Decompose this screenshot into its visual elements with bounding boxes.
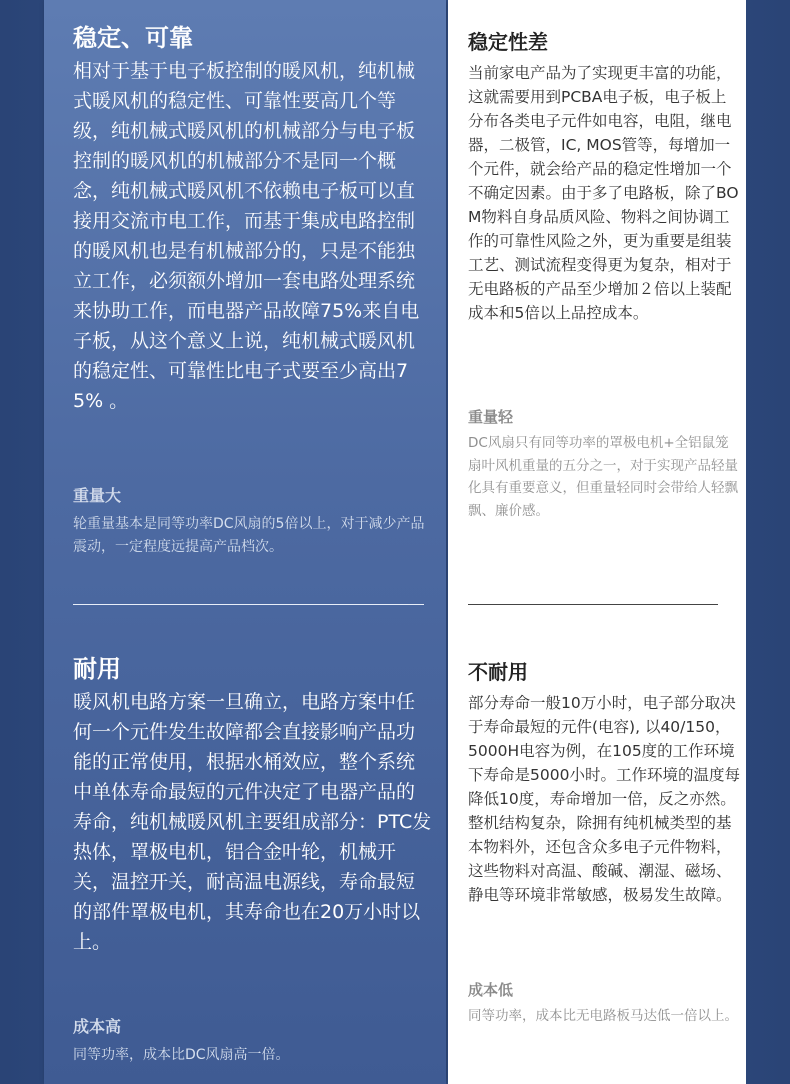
heavy-section [73, 485, 433, 559]
cost-high-body: 同等功率，成本比DC风扇高一倍。 [73, 1047, 290, 1063]
not-durable-title: 不耐用 [468, 660, 528, 684]
light-body: DC风扇只有同等功率的罩极电机+全铝鼠笼扇叶风机重量的五分之一，对于实现产品轻量化具有重要意义，但重量轻同时会带给人轻飘飘、廉价感。 [468, 435, 738, 519]
durable-title: 耐用 [73, 655, 121, 683]
heavy-title: 重量大 [73, 486, 122, 505]
cost-low-body: 同等功率，成本比无电路板马达低一倍以上。 [468, 1008, 738, 1024]
durable-section [73, 655, 433, 957]
light-section [468, 406, 740, 522]
not-durable-body: 部分寿命一般10万小时，电子部分取决于寿命最短的元件(电容), 以40/150，5000H电容为例，在105度的工作环境下寿命是5000小时。工作环境的温度每降低10度，寿命增加一倍，反之亦然。整机结构复杂，除拥有纯机械类型的基本物料外，还包含众多电子元件物料，这些物料对高温、酸碱、潮湿、磁场、静电等环境非常敏感，极易发生故障。 [468, 694, 740, 904]
unstable-section [468, 29, 740, 325]
stable-section [73, 24, 433, 416]
stable-body: 相对于基于电子板控制的暖风机，纯机械式暖风机的稳定性、可靠性要高几个等级，纯机械式暖风机的机械部分与电子板控制的暖风机的机械部分不是同一个概念，纯机械式暖风机不依赖电子板可以直接用交流市电工作，而基于集成电路控制的暖风机也是有机械部分的，只是不能独立工作，必须额外增加一套电路处理系统来协助工作，而电器产品故障75%来自电子板，从这个意义上说，纯机械式暖风机的稳定性、可靠性比电子式要至少高出75% 。 [73, 60, 420, 412]
left-panel [44, 0, 446, 1084]
cost-low-title: 成本低 [468, 981, 514, 999]
stable-title: 稳定、可靠 [73, 24, 193, 52]
light-title: 重量轻 [468, 408, 514, 426]
left-divider [73, 604, 424, 605]
cost-high-title: 成本高 [73, 1017, 122, 1036]
right-panel [448, 0, 746, 1084]
heavy-body: 轮重量基本是同等功率DC风扇的5倍以上，对于减少产品震动，一定程度远提高产品档次。 [73, 516, 425, 555]
cost-low-section [468, 979, 740, 1028]
not-durable-section [468, 659, 740, 907]
unstable-title: 稳定性差 [468, 30, 548, 54]
unstable-body: 当前家电产品为了实现更丰富的功能，这就需要用到PCBA电子板，电子板上分布各类电子元件如电容，电阻，继电器，二极管，IC, MOS管等，每增加一个元件，就会给产品的稳定性增加一个不确定因素。由于多了电路板，除了BOM物料自身品质风险、物料之间协调工作的可靠性风险之外，更为重要是组装工艺、测试流程变得更为复杂，相对于无电路板的产品至少增加２倍以上装配成本和5倍以上品控成本。 [468, 64, 739, 322]
durable-body: 暖风机电路方案一旦确立，电路方案中任何一个元件发生故障都会直接影响产品功能的正常使用，根据水桶效应，整个系统中单体寿命最短的元件决定了电器产品的寿命，纯机械暖风机主要组成部分：PTC发热体，罩极电机，铝合金叶轮，机械开关，温控开关，耐高温电源线，寿命最短的部件罩极电机，其寿命也在20万小时以上。 [73, 691, 432, 953]
cost-high-section [73, 1016, 433, 1067]
right-divider [468, 604, 718, 605]
